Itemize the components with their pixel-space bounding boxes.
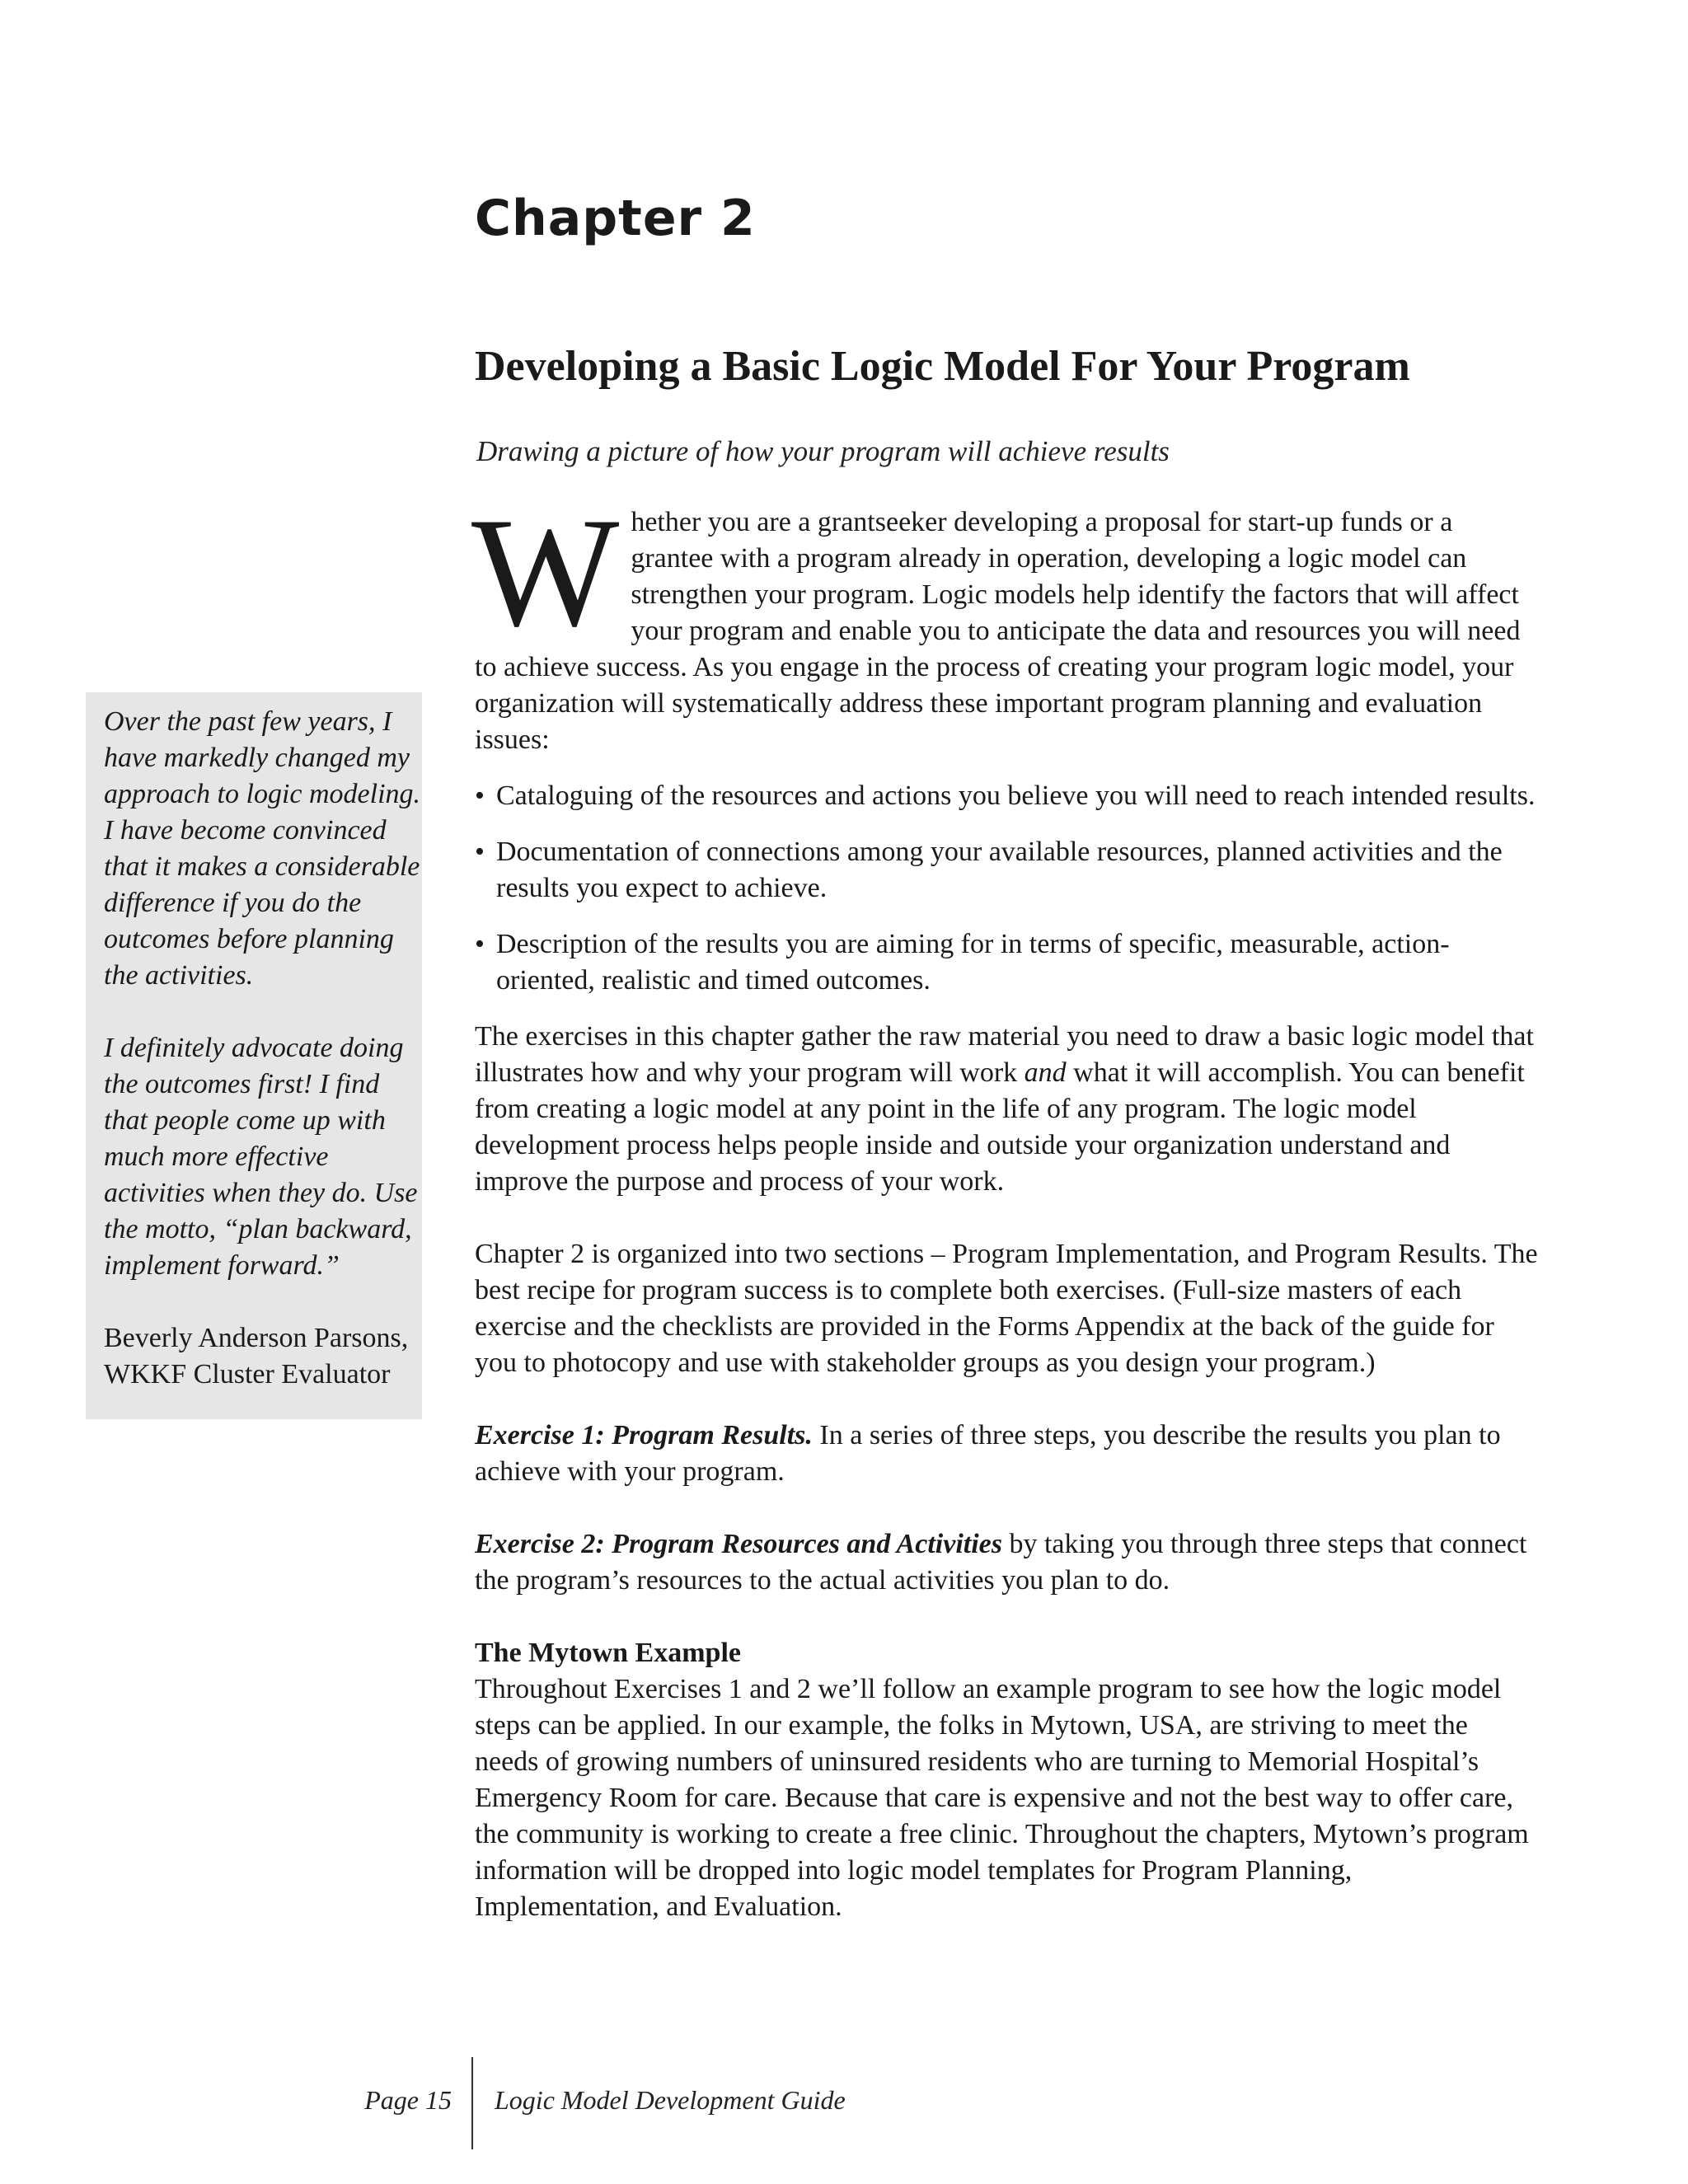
mytown-paragraph: Throughout Exercises 1 and 2 we’ll follow an example program to see how the logic model steps can be applied. In our example, the folks in Mytown, USA, are striving to meet the needs of growing numbers of uninsured residents who are turning to Memorial Hospital’s Emergency Room for care. Because that care is expensive and not the best way to offer care, the community is working to create a free clinic. Throughout the chapters, Mytown’s program information will be dropped into logic model templates for Program Planning, Implementation, and Evaluation. — [475, 1674, 1529, 1922]
exercises-text-after: what it will accomplish. You can benefit from creating a logic model at any point in the life of any program. The logic model development process helps people inside and outside your organization understand and improve the purpose and process of your work. — [475, 1057, 1525, 1197]
exercises-text-before: The exercises in this chapter gather the raw material you need to draw a basic logic model that illustrates how and why your program will work — [475, 1021, 1534, 1088]
exercise2-text: by taking you through three steps that connect the program’s resources to the actual activities you plan to do. — [475, 1529, 1527, 1596]
bullet-icon: • — [475, 929, 485, 959]
chapter-title: Developing a Basic Logic Model For Your Program — [475, 343, 1410, 390]
list-item-text: Description of the results you are aiming for in terms of specific, measurable, action-oriented, realistic and timed outcomes. — [496, 929, 1450, 996]
exercise1-text: In a series of three steps, you describe the results you plan to achieve with your program. — [475, 1420, 1501, 1487]
list-item — [475, 834, 1538, 907]
bullet-icon: • — [475, 837, 485, 867]
sidebar-quote-2: I definitely advocate doing the outcomes first! I find that people come up with much more effective activities when they do. Use the motto, “plan backward, implement forward.” — [104, 1033, 418, 1281]
sidebar-quote-box — [86, 692, 422, 1419]
bullet-icon: • — [475, 780, 485, 811]
main-body — [471, 486, 1538, 1925]
list-item — [475, 926, 1538, 999]
sections-paragraph: Chapter 2 is organized into two sections – Program Implementation, and Program Results. The best recipe for program success is to complete both exercises. (Full-size masters of each exercise and the checklists are provided in the Forms Appendix at the back of the guide for you to photocopy and use with stakeholder groups as you design your program.) — [475, 1239, 1538, 1378]
attribution-name: Beverly Anderson Parsons, — [104, 1323, 409, 1353]
list-item — [475, 778, 1538, 814]
issue-list — [475, 778, 1538, 999]
exercises-paragraph — [475, 1019, 1538, 1200]
guide-title: Logic Model Development Guide — [495, 2085, 846, 2115]
list-item-text: Documentation of connections among your available resources, planned activities and the results you expect to achieve. — [496, 837, 1503, 903]
footer-divider — [471, 2057, 473, 2149]
attribution-title: WKKF Cluster Evaluator — [104, 1359, 391, 1390]
exercises-emphasis: and — [1024, 1057, 1067, 1088]
sidebar-quote-1: Over the past few years, I have markedly changed my approach to logic modeling. I have become convinced that it makes a considerable difference if you do the outcomes before planning the activities. — [104, 706, 421, 991]
list-item-text: Cataloguing of the resources and actions you believe you will need to reach intended results. — [496, 780, 1536, 811]
exercise2-label: Exercise 2: Program Resources and Activities — [475, 1529, 1002, 1559]
intro-text: hether you are a grantseeker developing a proposal for start-up funds or a grantee with a program already in operation, developing a logic model can strengthen your program. Logic models help identify the factors that will affect your program and enable you to anticipate the data and resources you will need to achieve success. As you engage in the process of creating your program logic model, your organization will systematically address these important program planning and evaluation issues: — [475, 507, 1521, 755]
exercise1-label: Exercise 1: Program Results. — [475, 1420, 813, 1451]
sidebar-attribution — [104, 1320, 422, 1393]
mytown-heading: The Mytown Example — [475, 1638, 741, 1668]
chapter-subtitle: Drawing a picture of how your program will achieve results — [476, 435, 1170, 467]
exercise2-paragraph — [475, 1526, 1538, 1599]
page-number: Page 15 — [364, 2085, 452, 2115]
drop-cap: W — [471, 486, 620, 659]
intro-paragraph — [471, 486, 1538, 758]
chapter-label: Chapter 2 — [475, 190, 756, 247]
exercise1-paragraph — [475, 1418, 1538, 1490]
